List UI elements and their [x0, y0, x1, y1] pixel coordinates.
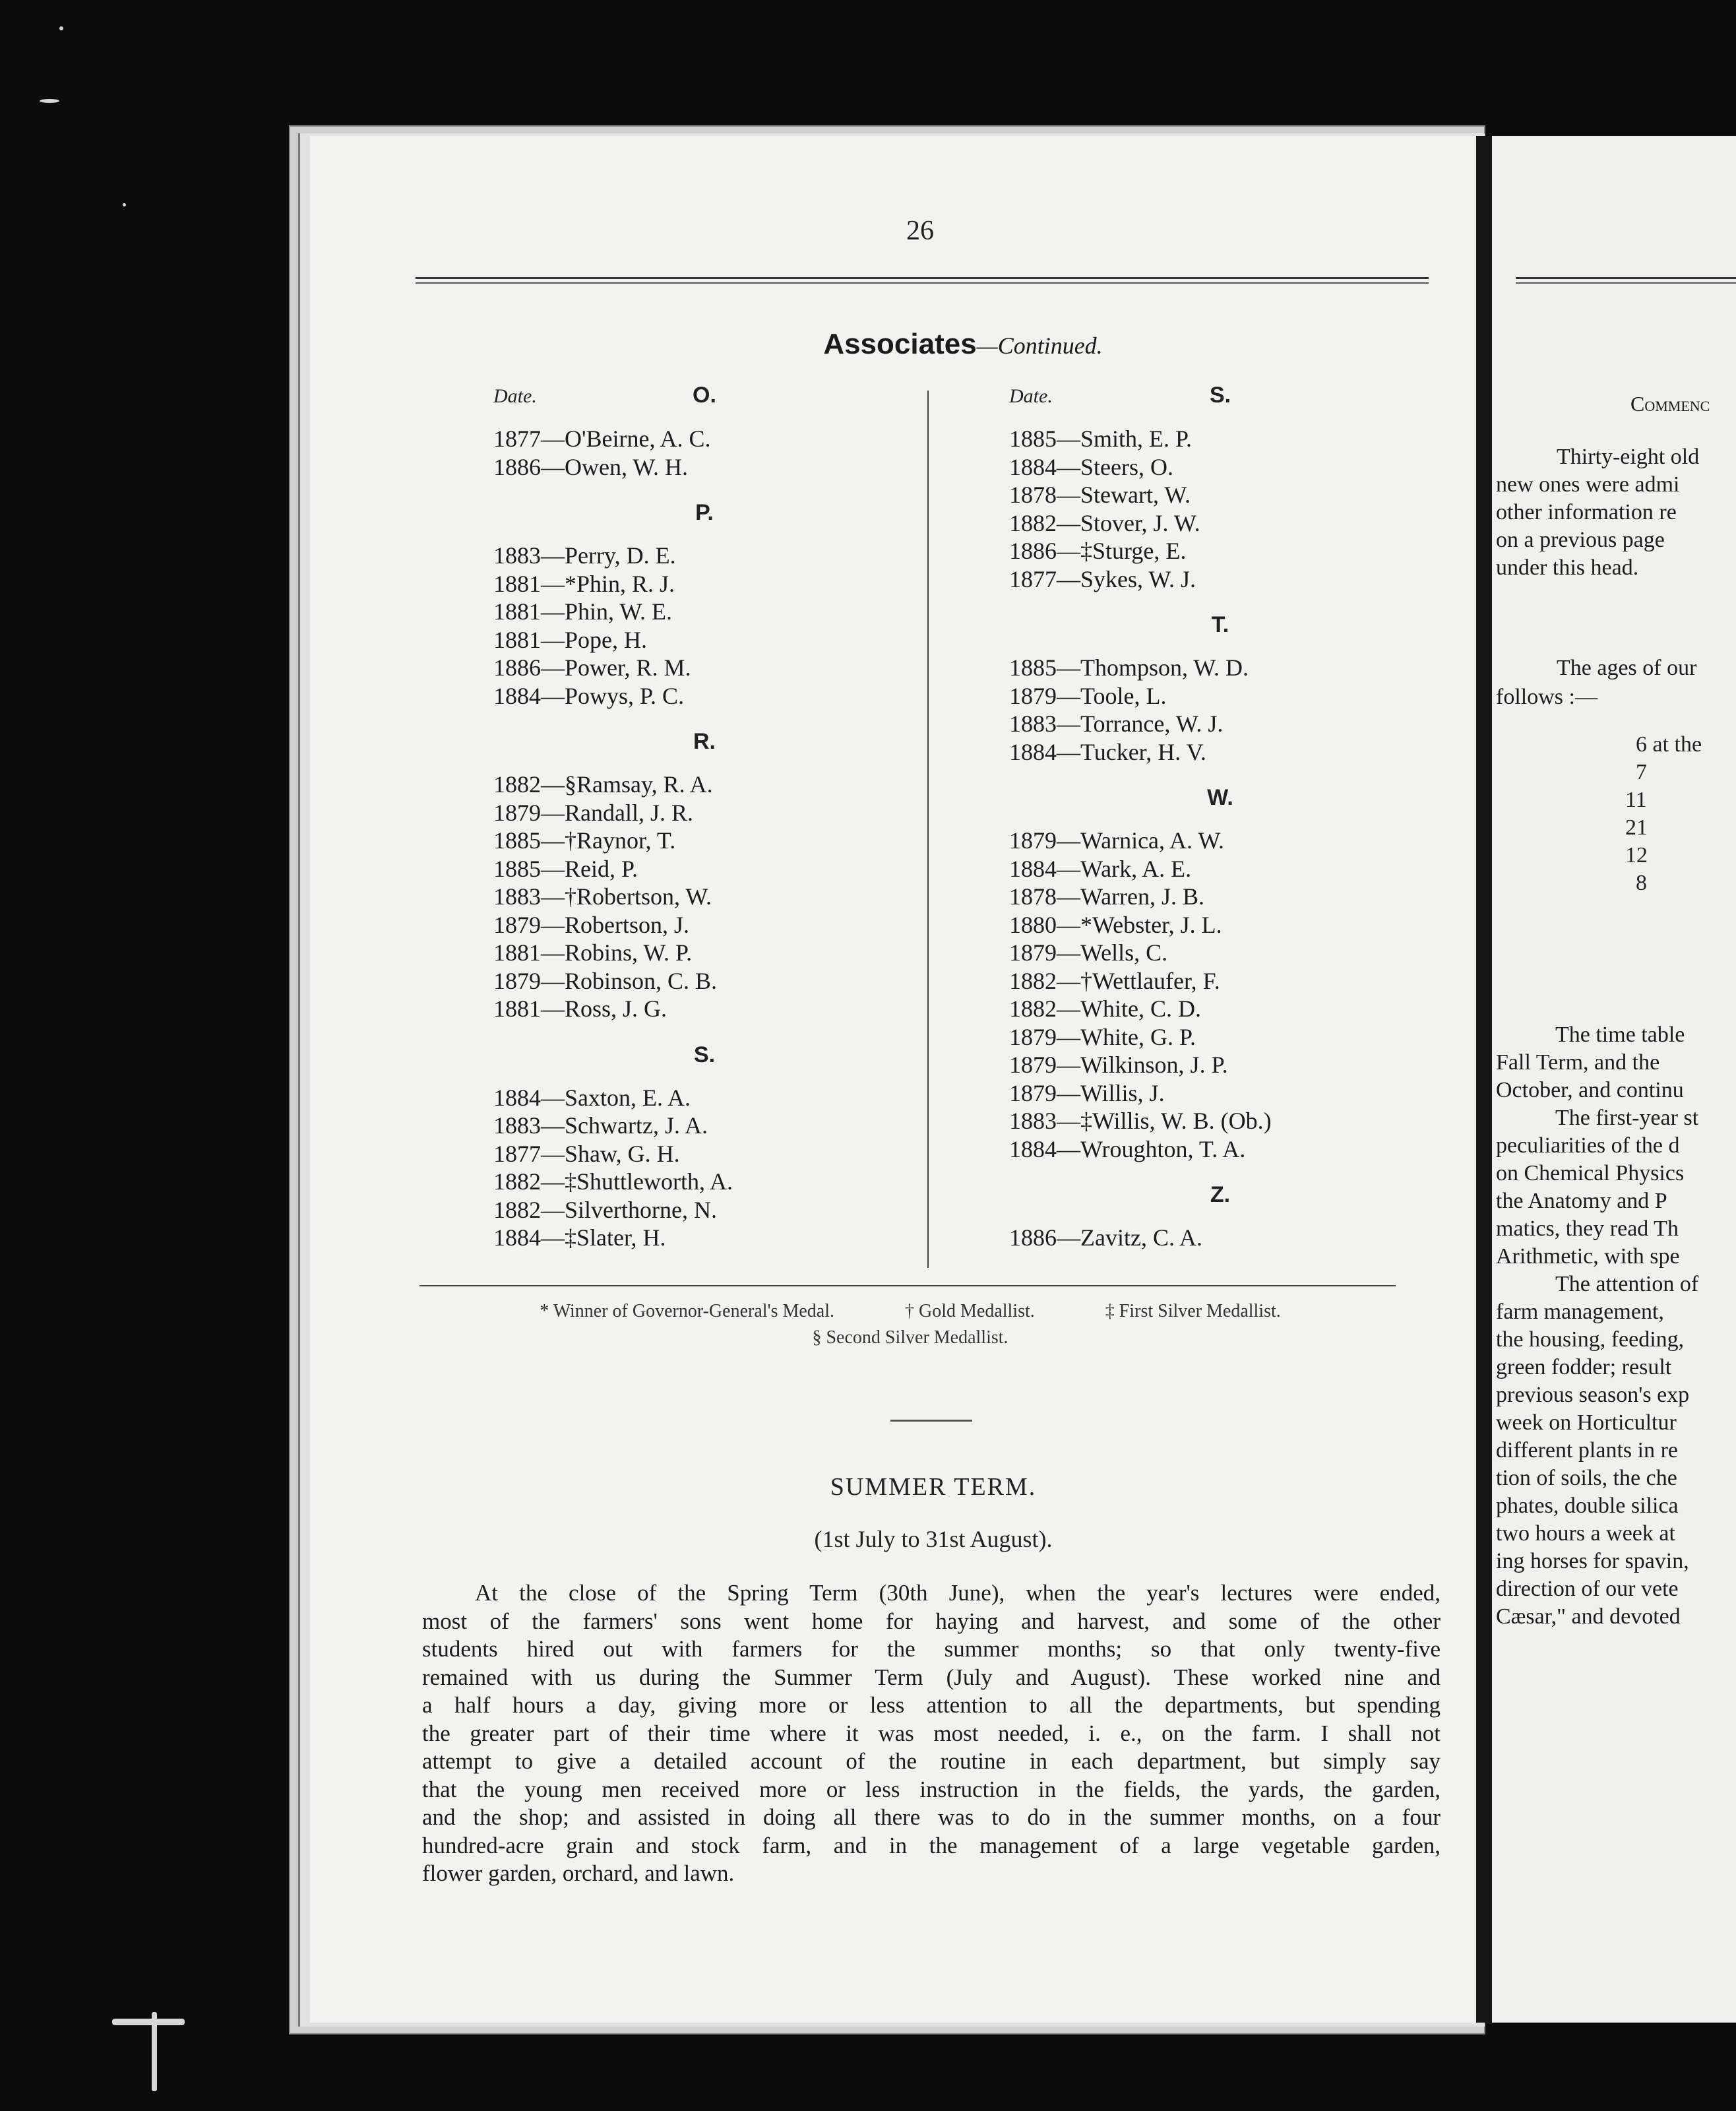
facing-line: Thirty-eight old	[1557, 445, 1700, 469]
facing-line: two hours a week at	[1496, 1521, 1675, 1546]
backdrop-speck	[40, 99, 59, 103]
associate-entry: 1879—Randall, J. R.	[493, 799, 693, 826]
backdrop-speck	[152, 2012, 157, 2091]
facing-line: The first-year st	[1555, 1106, 1699, 1130]
backdrop-speck	[112, 2019, 185, 2025]
associate-entry: 1883—Schwartz, J. A.	[493, 1112, 708, 1139]
header-rule	[1516, 277, 1736, 284]
facing-line: different plants in re	[1496, 1438, 1679, 1463]
paragraph-line: the greater part of their time where it was most needed, i. e., on the farm. I shall not	[422, 1720, 1441, 1746]
associate-entry: 1879—White, G. P.	[1009, 1023, 1196, 1050]
section-letter: R.	[693, 729, 716, 754]
section-letter: S.	[693, 1042, 716, 1067]
heading-dash: —	[976, 332, 998, 359]
associate-entry: 1882—‡Shuttleworth, A.	[493, 1168, 733, 1195]
facing-line: Arithmetic, with spe	[1496, 1244, 1680, 1269]
right-page	[1492, 136, 1736, 2023]
associate-entry: 1881—Ross, J. G.	[493, 995, 667, 1022]
facing-line: ing horses for spavin,	[1496, 1549, 1689, 1573]
associate-entry: 1883—‡Willis, W. B. (Ob.)	[1009, 1108, 1272, 1134]
facing-line: the Anatomy and P	[1496, 1189, 1667, 1213]
facing-line: Cæsar," and devoted	[1496, 1604, 1681, 1629]
page-number: 26	[906, 216, 934, 246]
heading-continued: Continued.	[997, 332, 1103, 359]
facing-line: phates, double silica	[1496, 1494, 1679, 1518]
facing-line: previous season's exp	[1496, 1383, 1690, 1407]
associate-entry: 1879—Toole, L.	[1009, 682, 1167, 709]
associate-entry: 1879—Robinson, C. B.	[493, 967, 718, 994]
associate-entry: 1883—Perry, D. E.	[493, 542, 676, 569]
facing-line: October, and continu	[1496, 1078, 1684, 1102]
associate-entry: 1881—Phin, W. E.	[493, 598, 673, 625]
summer-term-title: SUMMER TERM.	[830, 1473, 1037, 1501]
associate-entry: 1882—White, C. D.	[1009, 995, 1201, 1022]
paragraph-line: a half hours a day, giving more or less attention to all the departments, but spending	[422, 1692, 1441, 1718]
age-entry: 21	[1625, 815, 1648, 840]
facing-line: The ages of our	[1557, 656, 1697, 680]
footnote-governor-general: * Winner of Governor-General's Medal.	[540, 1301, 835, 1321]
associate-entry: 1885—Reid, P.	[493, 855, 638, 882]
associate-entry: 1878—Warren, J. B.	[1009, 883, 1205, 910]
date-label: Date.	[1009, 385, 1053, 407]
paragraph-line: remained with us during the Summer Term (July and August). These worked nine and	[422, 1664, 1441, 1690]
section-letter: S.	[1209, 383, 1231, 408]
associate-entry: 1882—Stover, J. W.	[1009, 509, 1200, 536]
facing-line: farm management,	[1496, 1300, 1664, 1324]
facing-line: on Chemical Physics	[1496, 1161, 1685, 1185]
facing-line: green fodder; result	[1496, 1355, 1672, 1379]
facing-line: the housing, feeding,	[1496, 1327, 1685, 1352]
associate-entry: 1881—Pope, H.	[493, 626, 647, 653]
associate-entry: 1886—‡Sturge, E.	[1009, 538, 1187, 564]
associate-entry: 1884—Wark, A. E.	[1009, 855, 1192, 882]
associate-entry: 1885—Thompson, W. D.	[1009, 654, 1249, 681]
associate-entry: 1883—Torrance, W. J.	[1009, 710, 1224, 737]
heading-main: Associates	[823, 328, 977, 360]
facing-line: under this head.	[1496, 555, 1639, 580]
column-header	[1009, 383, 1431, 417]
associate-entry: 1877—O'Beirne, A. C.	[493, 425, 711, 452]
section-letter: Z.	[1210, 1182, 1231, 1207]
associate-entry: 1882—§Ramsay, R. A.	[493, 771, 713, 798]
facing-line: new ones were admi	[1496, 472, 1680, 497]
associate-entry: 1882—Silverthorne, N.	[493, 1196, 717, 1223]
associate-entry: 1881—*Phin, R. J.	[493, 570, 675, 597]
associate-entry: 1884—Tucker, H. V.	[1009, 738, 1206, 765]
facing-line: direction of our vete	[1496, 1577, 1679, 1601]
section-letter: W.	[1207, 785, 1233, 810]
facing-line: peculiarities of the d	[1496, 1133, 1680, 1158]
associate-entry: 1884—Steers, O.	[1009, 453, 1173, 480]
associate-entry: 1886—Power, R. M.	[493, 654, 691, 681]
header-rule	[416, 277, 1429, 284]
backdrop-speck	[123, 203, 126, 206]
associate-entry: 1879—Robertson, J.	[493, 911, 689, 938]
section-heading	[712, 327, 1214, 361]
associate-entry: 1880—*Webster, J. L.	[1009, 911, 1222, 938]
paragraph-line: students hired out with farmers for the summer months; so that only twenty-five	[422, 1636, 1441, 1662]
summer-term-paragraph	[422, 1579, 1441, 1888]
paragraph-line: and the shop; and assisted in doing all there was to do in the summer months, on a four	[422, 1804, 1441, 1830]
column-divider	[927, 391, 929, 1268]
footnote-first-silver: ‡ First Silver Medallist.	[1105, 1301, 1281, 1321]
facing-line: on a previous page	[1496, 528, 1665, 552]
paragraph-line: flower garden, orchard, and lawn.	[422, 1860, 735, 1886]
facing-line: other information re	[1496, 500, 1677, 524]
associate-entry: 1877—Shaw, G. H.	[493, 1140, 680, 1167]
facing-line: The time table	[1555, 1023, 1685, 1047]
associates-left-column	[493, 383, 915, 1252]
age-entry: 7	[1636, 760, 1647, 784]
footnote-second-silver: § Second Silver Medallist.	[812, 1327, 1008, 1348]
facing-heading: Commenc	[1630, 392, 1710, 416]
associate-entry: 1885—Smith, E. P.	[1009, 425, 1193, 452]
section-letter: T.	[1211, 612, 1229, 637]
facing-line: matics, they read Th	[1496, 1216, 1679, 1241]
age-entry: 6 at the	[1636, 732, 1702, 757]
facing-line: tion of soils, the che	[1496, 1466, 1677, 1490]
date-label: Date.	[493, 385, 537, 407]
footnotes-row	[396, 1298, 1425, 1325]
paragraph-line: attempt to give a detailed account of the routine in each department, but simply say	[422, 1748, 1441, 1774]
associate-entry: 1882—†Wettlaufer, F.	[1009, 967, 1220, 994]
paragraph-line: that the young men received more or less instruction in the fields, the yards, the garden,	[422, 1776, 1441, 1802]
associate-entry: 1881—Robins, W. P.	[493, 939, 693, 966]
associate-entry: 1884—Saxton, E. A.	[493, 1084, 691, 1111]
associates-right-column	[1009, 383, 1431, 1252]
footnote-gold: † Gold Medallist.	[905, 1301, 1035, 1321]
associate-entry: 1879—Wilkinson, J. P.	[1009, 1052, 1228, 1078]
associate-entry: 1883—†Robertson, W.	[493, 883, 712, 910]
section-letter: O.	[693, 383, 716, 408]
facing-line: week on Horticultur	[1496, 1410, 1677, 1435]
associate-entry: 1884—Powys, P. C.	[493, 682, 685, 709]
backdrop-speck	[59, 26, 63, 30]
associate-entry: 1886—Zavitz, C. A.	[1009, 1224, 1202, 1251]
section-letter: P.	[695, 500, 714, 525]
associate-entry: 1878—Stewart, W.	[1009, 482, 1191, 508]
associate-entry: 1877—Sykes, W. J.	[1009, 565, 1196, 592]
paragraph-line: most of the farmers' sons went home for haying and harvest, and some of the other	[422, 1608, 1441, 1634]
associate-entry: 1879—Willis, J.	[1009, 1079, 1165, 1106]
section-separator	[890, 1420, 972, 1422]
footnote-rule	[419, 1285, 1396, 1286]
book-gutter	[1476, 136, 1493, 2023]
column-header	[493, 383, 915, 417]
associate-entry: 1879—Warnica, A. W.	[1009, 827, 1225, 854]
summer-term-dates: (1st July to 31st August).	[814, 1526, 1053, 1552]
facing-line: Fall Term, and the	[1496, 1050, 1660, 1075]
associate-entry: 1886—Owen, W. H.	[493, 453, 688, 480]
associate-entry: 1879—Wells, C.	[1009, 939, 1168, 966]
facing-line: The attention of	[1555, 1272, 1699, 1296]
age-entry: 12	[1625, 843, 1648, 867]
associate-entry: 1884—‡Slater, H.	[493, 1224, 666, 1251]
footnotes	[396, 1298, 1425, 1351]
age-entry: 11	[1625, 788, 1647, 812]
age-entry: 8	[1636, 871, 1647, 895]
facing-line: follows :—	[1496, 685, 1597, 709]
paragraph-line: hundred-acre grain and stock farm, and in the management of a large vegetable garden,	[422, 1832, 1441, 1858]
associate-entry: 1884—Wroughton, T. A.	[1009, 1135, 1246, 1162]
paragraph-line: At the close of the Spring Term (30th June), when the year's lectures were ended,	[475, 1580, 1441, 1606]
associate-entry: 1885—†Raynor, T.	[493, 827, 676, 854]
